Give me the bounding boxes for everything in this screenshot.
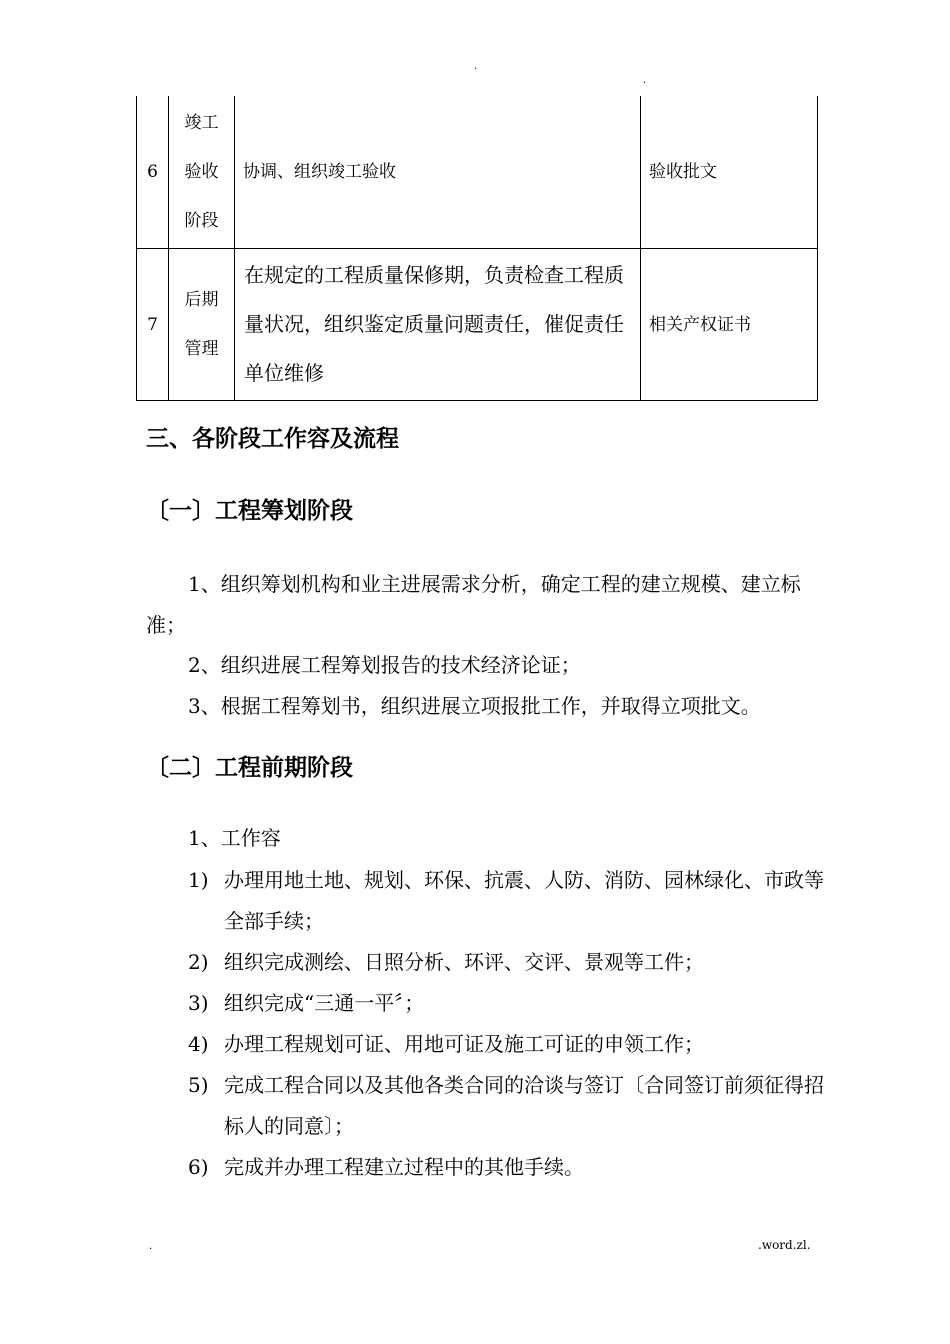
list-text: 组织完成测绘、日照分析、环评、交评、景观等工件； [224, 950, 704, 974]
list-item [188, 1147, 828, 1188]
duty-cell: 协调、组织竣工验收 [235, 96, 641, 249]
subsection-heading-planning: 〔一〕工程筹划阶段 [146, 497, 353, 524]
phase-line: 阶段 [184, 210, 219, 231]
phase-line: 竣工 [184, 112, 219, 133]
list-number: 5) [188, 1073, 209, 1097]
list-number: 4) [188, 1032, 209, 1056]
list-text: 办理工程规划可证、用地可证及施工可证的申领工作； [224, 1032, 704, 1056]
phase-line: 管理 [184, 338, 219, 359]
list-number: 6) [188, 1155, 209, 1179]
list-number: 1) [188, 868, 209, 892]
subsection-heading-preliminary: 〔二〕工程前期阶段 [146, 754, 353, 781]
paragraph-item: 2、组织进展工程筹划报告的技术经济论证； [188, 653, 581, 677]
row-number: 7 [137, 249, 169, 401]
sub-heading: 1、工作容 [188, 826, 281, 850]
phase-line: 验收 [184, 161, 219, 182]
list-item [188, 983, 828, 1024]
phase-cell [169, 96, 235, 249]
paragraph-item: 3、根据工程筹划书，组织进展立项报批工作，并取得立项批文。 [188, 694, 761, 718]
list-text: 组织完成“三通一平〞； [224, 991, 425, 1015]
list-item [188, 860, 828, 942]
list-item [188, 942, 828, 983]
phase-line: 后期 [184, 289, 219, 310]
list-number: 3) [188, 991, 209, 1015]
table-row [137, 96, 818, 249]
header-dot-left: . [474, 61, 478, 72]
list-text: 完成并办理工程建立过程中的其他手续。 [224, 1155, 584, 1179]
row-number: 6 [137, 96, 169, 249]
list-item [188, 1065, 828, 1147]
list-text: 完成工程合同以及其他各类合同的洽谈与签订〔合同签订前须征得招标人的同意〕； [224, 1073, 824, 1138]
list-item [188, 1024, 828, 1065]
footer-dot: . [149, 1241, 153, 1252]
task-list [188, 860, 828, 1188]
header-dot-right: . [643, 75, 647, 86]
list-text: 办理用地土地、规划、环保、抗震、人防、消防、园林绿化、市政等全部手续； [224, 868, 824, 933]
table-row [137, 249, 818, 401]
paragraph-item: 1、组织筹划机构和业主进展需求分析，确定工程的建立规模、建立标准； [146, 572, 801, 637]
list-number: 2) [188, 950, 209, 974]
deliverable-cell: 验收批文 [641, 96, 818, 249]
section-heading: 三、各阶段工作容及流程 [146, 425, 399, 452]
duty-cell: 在规定的工程质量保修期，负责检查工程质量状况，组织鉴定质量问题责任，催促责任单位维修 [235, 249, 641, 401]
phase-cell [169, 249, 235, 401]
project-phase-table [136, 96, 818, 401]
deliverable-cell: 相关产权证书 [641, 249, 818, 401]
footer-brand: .word.zl. [758, 1238, 811, 1252]
